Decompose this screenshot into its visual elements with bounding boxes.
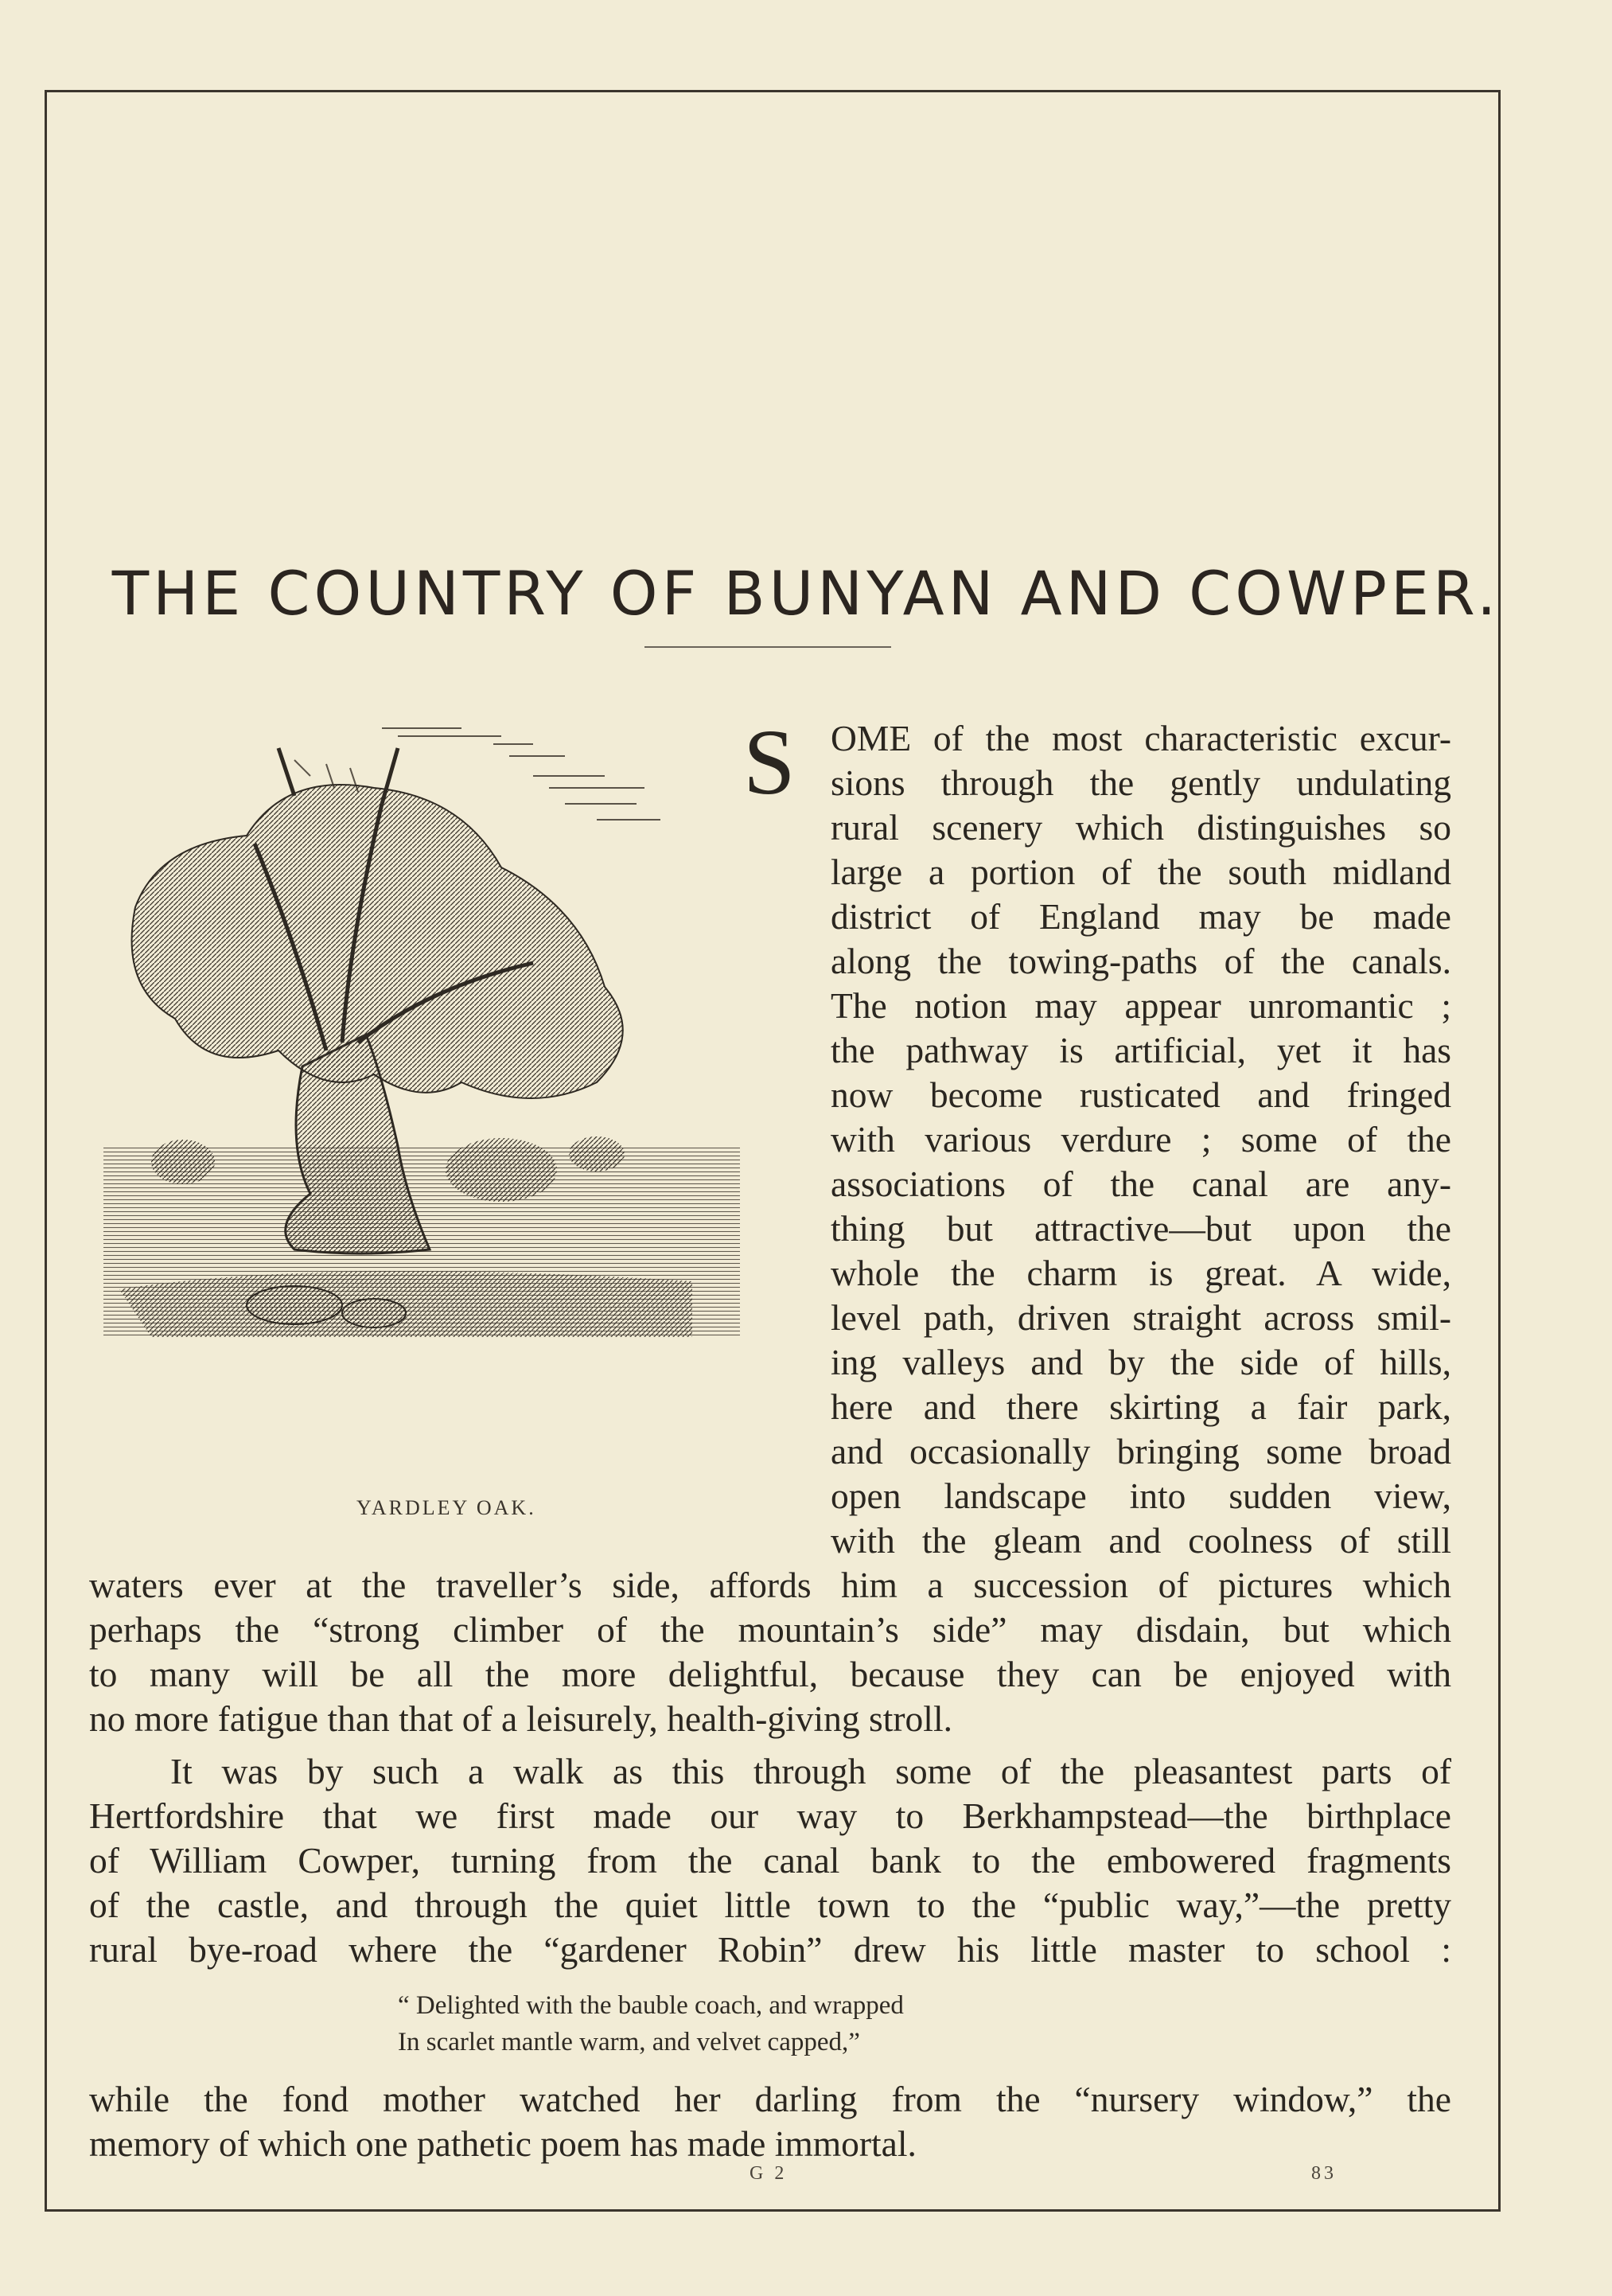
text-line: ing valleys and by the side of hills, (831, 1342, 1451, 1382)
text-line (831, 716, 1451, 761)
text-line: now become rusticated and fringed (831, 1074, 1451, 1115)
text-line: Hertfordshire that we first made our way to Berkhampstead—the birthplace (89, 1795, 1451, 1836)
text-line: associations of the canal are any- (831, 1164, 1451, 1204)
text-line: whole the charm is great. A wide, (831, 1253, 1451, 1293)
text-line: the pathway is artificial, yet it has (831, 1030, 1451, 1070)
verse-line: In scarlet mantle warm, and velvet capped,” (398, 2028, 860, 2056)
text-line: with the gleam and coolness of still (831, 1520, 1451, 1561)
text-line: and occasionally bringing some broad (831, 1431, 1451, 1472)
text-line: of the castle, and through the quiet little town to the “public way,”—the pretty (89, 1885, 1451, 1925)
small-caps-word: OME (831, 718, 912, 758)
text-line: thing but attractive—but upon the (831, 1208, 1451, 1249)
text-line: rural scenery which distinguishes so (831, 807, 1451, 848)
text-line: to many will be all the more delightful, because they can be enjoyed with (89, 1654, 1451, 1694)
text-line: memory of which one pathetic poem has made immortal. (89, 2123, 917, 2164)
text-line: sions through the gently undulating (831, 762, 1451, 803)
text-line: district of England may be made (831, 896, 1451, 937)
text-line: perhaps the “strong climber of the mountain’s side” may disdain, but which (89, 1609, 1451, 1650)
text-line: along the towing-paths of the canals. (831, 941, 1451, 981)
text-line: The notion may appear unromantic ; (831, 985, 1451, 1026)
title-rule (644, 646, 891, 648)
page-number: 83 (1311, 2163, 1337, 2184)
text-line: large a portion of the south midland (831, 852, 1451, 892)
text-line: of William Cowper, turning from the canal bank to the embowered fragments (89, 1840, 1451, 1881)
text-line-rest: of the most characteristic excur- (911, 718, 1451, 758)
text-line: open landscape into sudden view, (831, 1475, 1451, 1516)
text-line: waters ever at the traveller’s side, affords him a succession of pictures which (89, 1565, 1451, 1605)
text-line: no more fatigue than that of a leisurely, health-giving stroll. (89, 1698, 952, 1739)
text-line: while the fond mother watched her darling from the “nursery window,” the (89, 2079, 1451, 2119)
drop-cap: S (743, 710, 796, 814)
text-line: with various verdure ; some of the (831, 1119, 1451, 1160)
text-line: level path, driven straight across smil- (831, 1297, 1451, 1338)
yardley-oak-illustration (88, 700, 804, 1496)
verse-line: “ Delighted with the bauble coach, and wrapped (398, 1991, 904, 2020)
paragraph-first-line: It was by such a walk as this through some of the pleasantest parts of (170, 1751, 1451, 1791)
text-line: rural bye-road where the “gardener Robin” drew his little master to school : (89, 1929, 1451, 1970)
text-line: here and there skirting a fair park, (831, 1386, 1451, 1427)
signature-mark: G 2 (750, 2163, 788, 2184)
page-title: THE COUNTRY OF BUNYAN AND COWPER. (111, 557, 1501, 629)
illustration-caption: YARDLEY OAK. (356, 1496, 536, 1519)
